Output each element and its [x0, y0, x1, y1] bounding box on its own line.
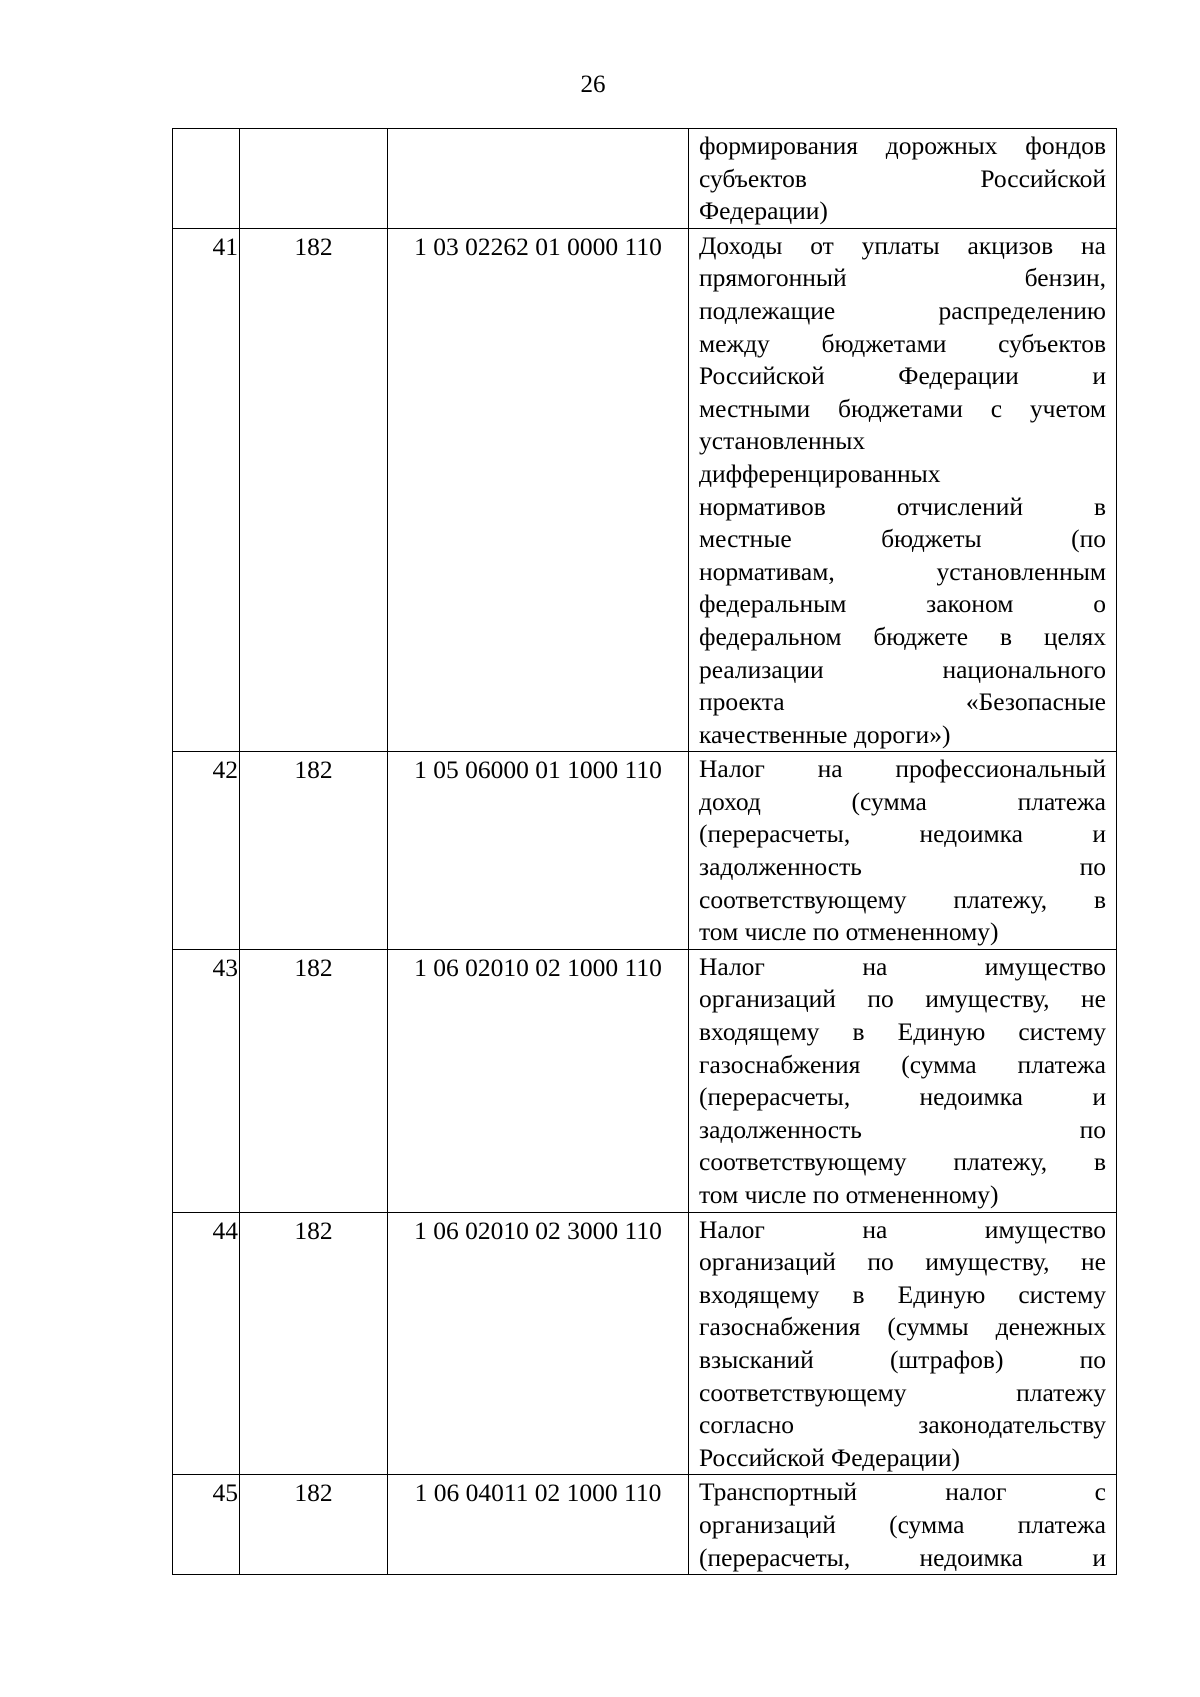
table-row: [173, 752, 1117, 950]
revenue-name-line: согласно законодательству: [699, 1410, 1106, 1440]
revenue-name-line: организаций по имуществу, не: [699, 1247, 1106, 1277]
revenue-name-line: газоснабжения (сумма платежа: [699, 1049, 1106, 1079]
revenue-name-line: субъектов Российской: [699, 163, 1106, 193]
revenue-name-line: (перерасчеты, недоимка и: [699, 1082, 1106, 1112]
admin-code-cell: 182: [240, 1212, 388, 1475]
page-number: 26: [580, 71, 606, 98]
revenue-name-cell: [689, 1212, 1117, 1475]
revenue-name-line: входящему в Единую систему: [699, 1279, 1106, 1309]
revenue-name-line: нормативам, установленным: [699, 556, 1106, 586]
budget-code-cell: 1 05 06000 01 1000 110: [388, 752, 689, 950]
revenue-name-line: соответствующему платежу, в: [699, 884, 1106, 914]
budget-code-cell: 1 06 02010 02 1000 110: [388, 949, 689, 1212]
admin-code-cell: 182: [240, 752, 388, 950]
revenue-name-line: установленных: [699, 426, 866, 456]
row-number-cell: [173, 129, 240, 229]
revenue-name-line: Налог на имущество: [699, 951, 1106, 981]
row-number-cell: 44: [173, 1212, 240, 1475]
revenue-code-table: [172, 128, 1117, 1575]
revenue-name-line: подлежащие распределению: [699, 295, 1106, 325]
revenue-name-line: том числе по отмененному): [699, 917, 999, 947]
revenue-name-cell: [689, 949, 1117, 1212]
revenue-name-line: формирования дорожных фондов: [699, 131, 1106, 160]
revenue-name-line: между бюджетами субъектов: [699, 328, 1106, 358]
row-number-cell: 43: [173, 949, 240, 1212]
revenue-name-line: доход (сумма платежа: [699, 786, 1106, 816]
budget-code-cell: 1 03 02262 01 0000 110: [388, 228, 689, 752]
revenue-name-line: Доходы от уплаты акцизов на: [699, 230, 1106, 260]
revenue-name-line: реализации национального: [699, 654, 1106, 684]
row-number-cell: 42: [173, 752, 240, 950]
table-body: [173, 129, 1117, 1575]
revenue-name-line: Налог на профессиональный: [699, 754, 1106, 784]
budget-code-cell: 1 06 02010 02 3000 110: [388, 1212, 689, 1475]
revenue-name-line: задолженность по: [699, 852, 1106, 882]
admin-code-cell: [240, 129, 388, 229]
revenue-name-line: федеральным законом о: [699, 589, 1106, 619]
revenue-name-line: соответствующему платежу, в: [699, 1147, 1106, 1177]
revenue-name-line: входящему в Единую систему: [699, 1017, 1106, 1047]
table-row: [173, 1475, 1117, 1575]
revenue-name-line: прямогонный бензин,: [699, 263, 1106, 293]
revenue-name-line: Российской Федерации): [699, 1442, 960, 1472]
row-number-cell: 45: [173, 1475, 240, 1575]
admin-code-cell: 182: [240, 228, 388, 752]
revenue-name-line: том числе по отмененному): [699, 1180, 999, 1209]
revenue-name-cell: [689, 752, 1117, 950]
table-row: [173, 129, 1117, 229]
revenue-name-line: дифференцированных: [699, 458, 941, 488]
table-row: [173, 949, 1117, 1212]
revenue-name-cell: [689, 1475, 1117, 1575]
revenue-name-line: местными бюджетами с учетом: [699, 393, 1106, 423]
table-row: [173, 228, 1117, 752]
revenue-name-line: Налог на имущество: [699, 1214, 1106, 1244]
revenue-name-line: нормативов отчислений в: [699, 491, 1106, 521]
revenue-name-line: соответствующему платежу: [699, 1377, 1106, 1407]
revenue-name-line: качественные дороги»): [699, 719, 951, 749]
revenue-name-line: Федерации): [699, 196, 828, 226]
revenue-name-line: Транспортный налог с: [699, 1477, 1106, 1507]
revenue-name-line: задолженность по: [699, 1114, 1106, 1144]
revenue-name-line: федеральном бюджете в целях: [699, 621, 1106, 651]
revenue-name-line: (перерасчеты, недоимка и: [699, 819, 1106, 849]
table-row: [173, 1212, 1117, 1475]
budget-code-cell: 1 06 04011 02 1000 110: [388, 1475, 689, 1575]
revenue-name-line: (перерасчеты, недоимка и: [699, 1542, 1106, 1572]
revenue-name-line: организаций (сумма платежа: [699, 1509, 1106, 1539]
revenue-name-cell: [689, 228, 1117, 752]
revenue-name-line: проекта «Безопасные: [699, 687, 1106, 717]
admin-code-cell: 182: [240, 949, 388, 1212]
revenue-name-line: Российской Федерации и: [699, 361, 1106, 391]
revenue-name-line: организаций по имуществу, не: [699, 984, 1106, 1014]
revenue-name-cell: [689, 129, 1117, 229]
revenue-name-line: газоснабжения (суммы денежных: [699, 1312, 1106, 1342]
row-number-cell: 41: [173, 228, 240, 752]
budget-code-cell: [388, 129, 689, 229]
revenue-name-line: взысканий (штрафов) по: [699, 1344, 1106, 1374]
revenue-name-line: местные бюджеты (по: [699, 524, 1106, 554]
admin-code-cell: 182: [240, 1475, 388, 1575]
